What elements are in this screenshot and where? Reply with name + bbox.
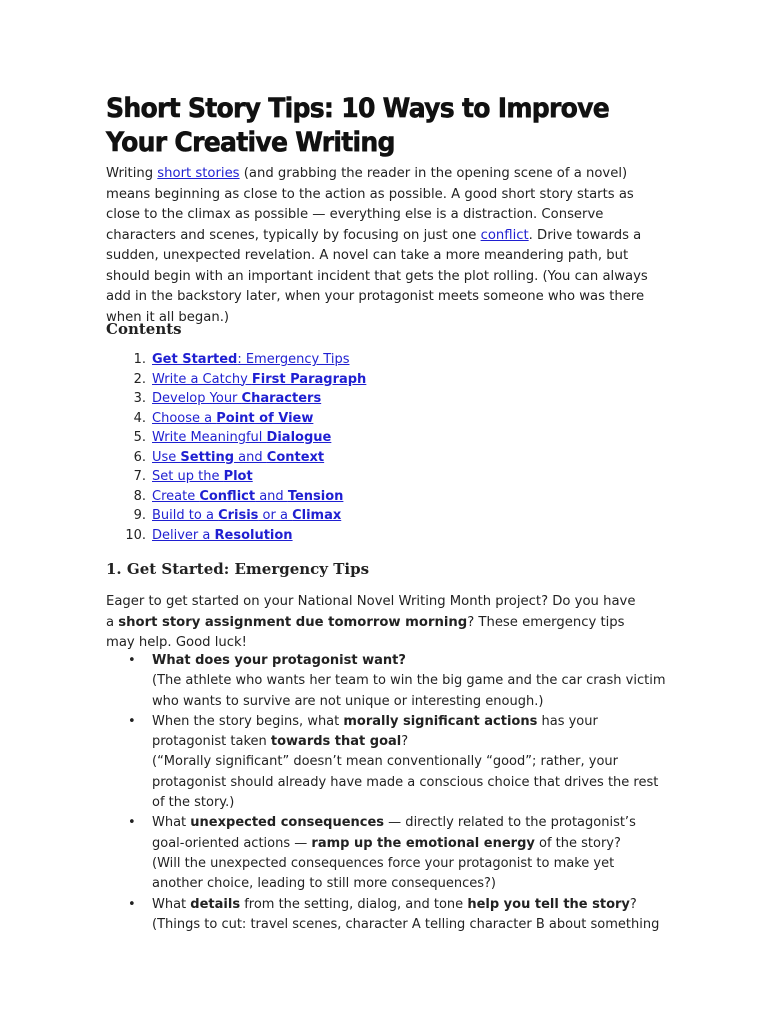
toc-number: 10. <box>125 527 146 543</box>
intro-text: Writing <box>106 166 158 181</box>
tip-text: — directly related to the protagonist’s goal-oriented actions — <box>152 815 636 851</box>
tip-item <box>106 813 666 894</box>
table-of-contents <box>106 350 366 545</box>
toc-link-part: Set up the <box>152 469 224 484</box>
tip-item <box>106 895 666 936</box>
section-heading: 1. Get Started: Emergency Tips <box>106 560 370 578</box>
tip-emphasis: help you tell the story <box>467 896 630 912</box>
toc-link-part: Characters <box>241 391 322 406</box>
toc-number: 7. <box>133 469 146 484</box>
toc-link[interactable] <box>152 469 253 484</box>
toc-item <box>106 448 366 468</box>
toc-link-part: Choose a <box>152 410 217 426</box>
bullet-icon: • <box>128 713 136 729</box>
tip-emphasis: What does your protagonist want? <box>152 653 406 668</box>
toc-link[interactable] <box>152 528 293 543</box>
toc-link-part: Setting <box>180 449 235 465</box>
section-intro-emphasis: short story assignment due tomorrow morning <box>118 614 468 630</box>
bullet-icon: • <box>128 653 136 668</box>
toc-link-part: Write a Catchy <box>152 371 252 387</box>
toc-item <box>106 409 366 429</box>
conflict-link[interactable]: conflict <box>480 227 529 243</box>
tip-emphasis: unexpected consequences <box>190 815 385 831</box>
toc-link-part: Get Started <box>152 352 238 367</box>
toc-link[interactable] <box>152 352 349 367</box>
toc-item <box>106 370 366 390</box>
tip-emphasis: ramp up the emotional energy <box>311 835 535 851</box>
toc-link-part: Resolution <box>214 527 293 543</box>
toc-link[interactable] <box>152 411 313 426</box>
tip-text: of the story? <box>534 835 621 851</box>
tip-explanation: (The athlete who wants her team to win the big game and the car crash victim who wants to survive are not unique or interesting enough.) <box>152 673 666 709</box>
tip-explanation: (Will the unexpected consequences force your protagonist to make yet another choice, leading to still more consequences?) <box>152 855 615 892</box>
tip-text: ? <box>401 734 409 750</box>
toc-number: 3. <box>133 391 146 406</box>
toc-link-part: Climax <box>292 508 342 523</box>
toc-item <box>106 526 366 546</box>
bullet-icon: • <box>128 896 136 912</box>
bullet-icon: • <box>128 815 136 831</box>
tip-text: has your protagonist taken <box>152 713 598 750</box>
section-intro-paragraph <box>106 592 646 654</box>
toc-link-part: Create <box>152 488 200 504</box>
toc-link-part: and <box>234 449 267 465</box>
toc-link[interactable] <box>152 372 366 387</box>
tips-list <box>106 651 666 935</box>
tip-emphasis: morally significant actions <box>343 713 538 729</box>
contents-heading: Contents <box>106 320 182 338</box>
tip-text: ? <box>629 896 637 912</box>
toc-link-part: or a <box>258 508 293 523</box>
tip-text: When the story begins, what <box>152 713 344 729</box>
toc-number: 9. <box>133 508 146 523</box>
tip-explanation: (“Morally significant” doesn’t mean conventionally “good”; rather, your protagonist should already have made a conscious choice that drives the rest of the story.) <box>152 754 659 811</box>
toc-link-part: and <box>255 488 288 504</box>
toc-item <box>106 389 366 409</box>
toc-link-part: Conflict <box>199 488 256 504</box>
tip-text: What <box>152 815 191 831</box>
toc-link-part: Deliver a <box>152 527 215 543</box>
toc-link-part: Crisis <box>218 508 259 523</box>
toc-link-part: Develop Your <box>152 391 242 406</box>
toc-item <box>106 350 366 370</box>
toc-number: 6. <box>133 449 146 465</box>
toc-link-part: Write Meaningful <box>152 430 267 445</box>
short-stories-link[interactable]: short stories <box>157 166 240 181</box>
toc-link[interactable] <box>152 450 324 465</box>
toc-link-part: Dialogue <box>266 430 332 445</box>
toc-link-part: Use <box>152 449 181 465</box>
intro-text: (and grabbing the reader in the opening scene of a novel) means beginning as close to the action as possible. A good short story starts as close to the climax as possible — everything else is a distraction. Conserve characters and scenes, typically by focusing on just one <box>106 166 634 243</box>
toc-number: 1. <box>133 352 146 367</box>
toc-link-part: Build to a <box>152 508 219 523</box>
intro-text: . Drive towards a sudden, unexpected revelation. A novel can take a more meandering path, but should begin with an important incident that gets the plot rolling. (You can always add in the backstory later, when your protagonist meets someone who was there when it all began.) <box>106 227 648 325</box>
toc-link-part: : Emergency Tips <box>237 352 350 367</box>
section-intro-text: ? These emergency tips may help. Good luck! <box>106 614 625 650</box>
page-title: Short Story Tips: 10 Ways to Improve Your Creative Writing <box>106 93 610 158</box>
toc-number: 4. <box>133 410 146 426</box>
toc-link[interactable] <box>152 508 341 523</box>
toc-link-part: Context <box>266 449 325 465</box>
toc-link-part: First Paragraph <box>251 371 367 387</box>
tip-item <box>106 651 666 712</box>
toc-item <box>106 467 366 487</box>
intro-paragraph <box>106 164 666 328</box>
tip-emphasis: details <box>190 896 241 912</box>
toc-link[interactable] <box>152 391 321 406</box>
toc-link-part: Point of View <box>216 410 314 426</box>
section-intro-text: Eager to get started on your National Novel Writing Month project? Do you have a <box>106 594 636 630</box>
toc-item <box>106 487 366 507</box>
tip-explanation: (Things to cut: travel scenes, character A telling character B about something <box>152 916 660 932</box>
toc-number: 2. <box>133 371 146 387</box>
toc-link-part: Plot <box>223 469 253 484</box>
tip-emphasis: towards that goal <box>270 734 402 750</box>
toc-link-part: Tension <box>287 488 344 504</box>
toc-item <box>106 428 366 448</box>
toc-link[interactable] <box>152 430 331 445</box>
tip-item <box>106 712 666 813</box>
toc-link[interactable] <box>152 489 343 504</box>
tip-text: from the setting, dialog, and tone <box>240 896 468 912</box>
toc-number: 8. <box>133 488 146 504</box>
toc-number: 5. <box>133 430 146 445</box>
toc-item <box>106 506 366 526</box>
tip-text: What <box>152 896 191 912</box>
